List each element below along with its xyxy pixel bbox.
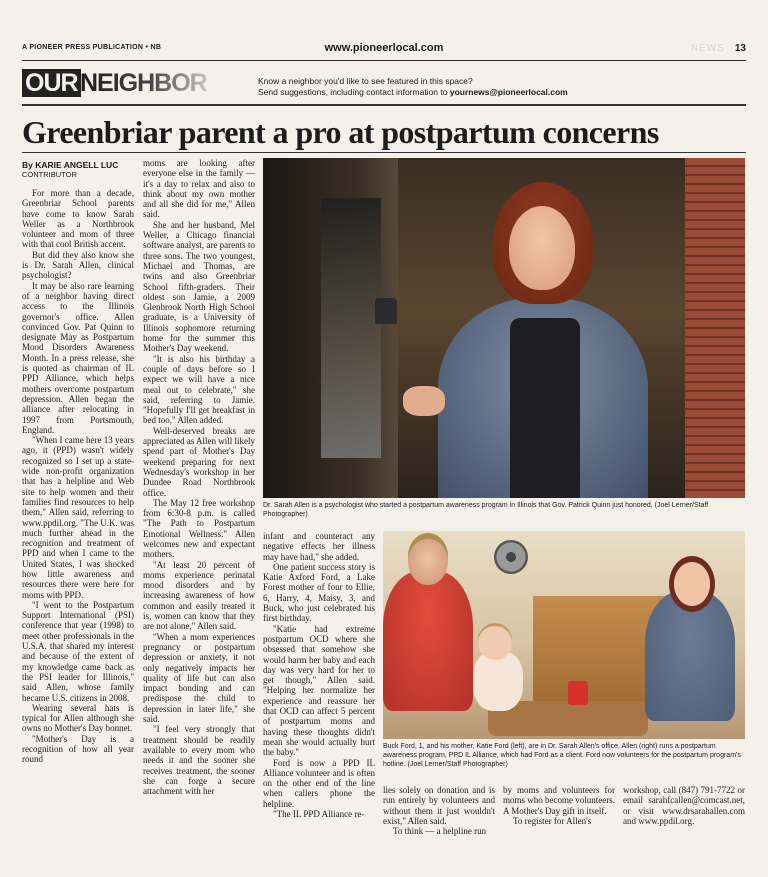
paragraph: She and her husband, Mel Weller, a Chicago financial software analyst, are parents to three sons. The two youngest, Michael and Thomas, are twins and also Greenbriar School fifth-graders. Their oldest son Jamie, a 2009 Glenbrook North High School graduate, is a University of Illinois sophomore returning home for the summer this Mother's Day weekend. — [143, 219, 255, 354]
byline: By KARIE ANGELL LUC — [22, 160, 119, 170]
second-photo-caption: Buck Ford, 1, and his mother, Katie Ford (left), are in Dr. Sarah Allen's office. Allen (right) runs a postpartum awareness program, PPD IL Alliance, which had Ford as a client. Ford now volunteers for the postpartum program's hotline. (Joel Lerner/Staff Photographer) — [383, 743, 741, 768]
paragraph: But did they also know she is Dr. Sarah Allen, clinical psychologist? — [22, 249, 134, 281]
prompt-text: Send suggestions, including contact information to — [258, 87, 450, 97]
paragraph: To think — a helpline run — [393, 826, 487, 837]
header-rule — [22, 60, 746, 61]
paragraph: lies solely on donation and is run entirely by volunteers and without them it just wouldn't exist," Allen said. — [383, 785, 495, 826]
masthead-our: OUR — [22, 69, 81, 97]
second-photo — [383, 531, 745, 739]
paragraph: workshop, call (847) 791-7722 or email sarahfcallen@comcast.net, or visit www.drsarahallen.com and www.ppdil.org. — [623, 785, 745, 826]
paragraph: The May 12 free workshop from 6:30-8 p.m. is called "The Path to Postpartum Emotional Wellness." Allen welcomes new and expectant mothers. — [143, 497, 255, 560]
paragraph: moms are looking after everyone else in the family — it's a day to relax and also to think about my own mother and all she did for me," Allen said. — [143, 158, 255, 220]
paragraph: "Katie had extreme postpartum OCD where she obsessed that somehow she would harm her baby and each day was very hard for her to get though," Allen said. "Helping her normalize her experience and reassure her that OCD can affect 5 percent of postpartum moms and having these thoughts didn't mean she would actually hurt the baby." — [263, 623, 375, 758]
paragraph: For more than a decade, Greenbriar School parents have come to know Sarah Weller as a Northbrook volunteer and mom of three with that cool British accent. — [22, 188, 134, 250]
page-number: 13 — [734, 43, 746, 54]
paragraph: "It is also his birthday a couple of days before so I expect we will have a nice meal out to celebrate," she said, referring to Jamie. "Hopefully I'll get breakfast in bed too," Allen added. — [143, 353, 255, 426]
submission-email[interactable]: yournews@pioneerlocal.com — [449, 87, 568, 97]
paragraph: "The IL PPD Alliance re- — [273, 809, 365, 820]
paragraph: It may be also rare learning of a neighbor having direct access to the Illinois governor's office. Allen convinced Gov. Pat Quinn to designate May as Postpartum Mood Disorders Awareness Month. In a press release, she is quoted as chairman of IL PPD Alliance, which helps mothers overcome postpartum depression. Allen began the alliance after relocating in 1997 from Portsmouth, England. — [22, 280, 134, 435]
headline-rule — [22, 152, 746, 153]
section-label: NEWS — [690, 43, 725, 54]
prompt-line-1: Know a neighbor you'd like to see featured in this space? — [258, 76, 473, 86]
main-photo-caption: Dr. Sarah Allen is a psychologist who started a postpartum awareness program in Illinois that Gov. Patrick Quinn just honored. (Joel Lerner/Staff Photographer) — [263, 502, 709, 518]
page-header — [22, 42, 746, 58]
masthead-prompt — [258, 76, 568, 98]
website-url[interactable]: www.pioneerlocal.com — [324, 42, 444, 54]
paragraph: To register for Allen's — [513, 815, 592, 826]
paragraph: by moms and volunteers for moms who become volunteers. A Mother's Day gift in itself. — [503, 785, 615, 816]
masthead-neighbor: NEIGHBOR — [80, 69, 207, 97]
main-photo — [263, 158, 745, 498]
paragraph: "Mother's Day is a recognition of how all year round — [22, 733, 134, 765]
article-column-6 — [623, 785, 745, 865]
paragraph: One patient success story is Katie Axford Ford, a Lake Forest mother of four to Ellie, 6, Harry, 4, Maisy, 3, and Buck, who just celebrated his first birthday. — [263, 561, 375, 624]
prompt-line-2 — [258, 87, 568, 98]
paragraph: "When I came here 13 years ago, it (PPD) wasn't widely recognized so I set up a state-wide non-profit organization that has a helpline and Web site to help women and their families find resources to help them," Allen said, referring to www.ppdil.org. "The U.K. was much further ahead in the recognition and treatment of PPD and when I came to the United States, I was shocked how little awareness and resources there were here for moms with PPD. — [22, 435, 134, 600]
article-column-3 — [263, 531, 375, 864]
paragraph: Wearing several hats is typical for Allen although she owns no Mother's Day bonnet. — [22, 702, 134, 734]
masthead-rule — [22, 104, 746, 106]
byline-role: CONTRIBUTOR — [22, 170, 77, 179]
paragraph: Well-deserved breaks are appreciated as Allen will likely spend part of Mother's Day weekend preparing for next Wednesday's workshop in her Dundee Road Northbrook office. — [143, 425, 255, 498]
article-column-4 — [383, 785, 495, 865]
article-column-5 — [503, 785, 615, 865]
paragraph: Ford is now a PPD IL Alliance volunteer and is often on the other end of the line when callers phone the helpline. — [263, 757, 375, 809]
article-column-2 — [143, 158, 255, 864]
article-headline: Greenbriar parent a pro at postpartum concerns — [22, 114, 659, 150]
paragraph: "I feel very strongly that treatment should be readily available to every mom who needs it and the sooner she receives treatment, the sooner she can forge a secure attachment with her — [143, 724, 255, 797]
paragraph: "At least 20 percent of moms experience perinatal mood disorders and by increasing awareness of how common and easily treated it is, women can know that they are not alone," Allen said. — [143, 559, 255, 632]
publication-label: A PIONEER PRESS PUBLICATION • NB — [22, 44, 162, 51]
column-masthead — [22, 66, 254, 100]
paragraph: "When a mom experiences pregnancy or postpartum depression or anxiety, it not only negatively impacts her quality of life but can also impact bonding and can predispose the child to depression in later life," she said. — [143, 631, 255, 725]
paragraph: infant and counteract any negative effects her illness may have had," she added. — [263, 531, 375, 562]
article-column-1 — [22, 188, 134, 864]
page-number-area — [691, 43, 746, 54]
paragraph: "I went to the Postpartum Support International (PSI) conference that year (1998) to meet other professionals in the U.S.A. that shared my interest and because of the extent of my knowledge came back as the PSI leader for Illinois," said Allen, whose family became U.S. citizens in 2008. — [22, 599, 134, 703]
